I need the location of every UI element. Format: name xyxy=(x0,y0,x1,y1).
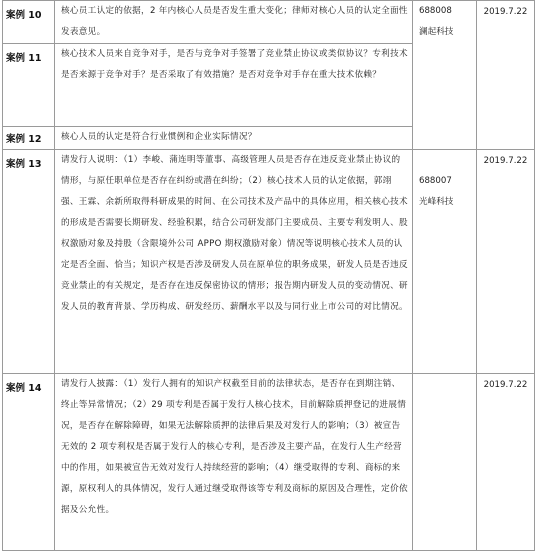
company-name: 光峰科技 xyxy=(419,197,454,207)
case-description: 核心人员的认定是符合行业惯例和企业实际情况？ xyxy=(61,132,257,142)
case-label: 案例 11 xyxy=(6,53,42,64)
stock-code-cell xyxy=(413,1,477,150)
case-label: 案例 12 xyxy=(6,134,42,145)
case-description-cell xyxy=(55,374,413,551)
case-label-cell xyxy=(3,127,55,150)
case-label-cell xyxy=(3,1,55,44)
case-description-cell xyxy=(55,44,413,127)
stock-code-cell xyxy=(413,150,477,374)
case-description: 核心员工认定的依据，2 年内核心人员是否发生重大变化；律师对核心人员的认定全面性发表意见。 xyxy=(61,6,408,37)
case-label-cell xyxy=(3,44,55,127)
case-label: 案例 10 xyxy=(6,10,42,21)
case-label-cell xyxy=(3,150,55,374)
case-description-cell xyxy=(55,150,413,374)
date-cell xyxy=(477,1,535,150)
date-cell xyxy=(477,374,535,551)
inquiry-date: 2019.7.22 xyxy=(483,380,528,390)
table-row-case-14 xyxy=(3,374,535,551)
case-table xyxy=(2,0,535,551)
stock-code-cell xyxy=(413,374,477,551)
company-info xyxy=(413,150,476,213)
date-cell xyxy=(477,150,535,374)
inquiry-date: 2019.7.22 xyxy=(483,7,528,17)
inquiry-date: 2019.7.22 xyxy=(483,156,528,166)
company-info xyxy=(413,1,476,43)
company-name: 澜起科技 xyxy=(419,27,454,37)
case-label: 案例 13 xyxy=(6,159,42,170)
case-description: 核心技术人员来自竞争对手，是否与竞争对手签署了竞业禁止协议或类似协议？专利技术是否来源于竞争对手？是否采取了有效措施？是否对竞争对手存在重大技术依赖？ xyxy=(61,49,408,80)
case-description-cell xyxy=(55,127,413,150)
table-row-case-13 xyxy=(3,150,535,374)
stock-code: 688008 xyxy=(419,6,452,16)
case-description: 请发行人说明：（1）李峻、蒲连明等董事、高级管理人员是否存在违反竞业禁止协议的情形，与原任职单位是否存在纠纷或潜在纠纷；（2）核心技术人员的认定依据，郭翊强、王霖、余新所取得科研成果的时间、在公司技术及产品中的具体应用，相关核心技术的形成是否需要长期研发、经验积累，结合公司研发部门主要成员、主要专利发明人、股权激励对象及持股（含限境外公司 APPO 期权激励对象）情况等说明核心技术人员的认定是否全面、恰当；知识产权是否涉及研发人员在原单位的职务成果，研发人员是否违反竞业禁止的有关规定，是否存在违反保密协议的情形；报告期内研发人员的变动情况、研发人员的教育背景、学历构成、研发经历、薪酬水平以及与同行业上市公司的对比情况。 xyxy=(61,155,408,312)
table-row-case-10 xyxy=(3,1,535,44)
stock-code: 688007 xyxy=(419,176,452,186)
case-description-cell xyxy=(55,1,413,44)
case-description: 请发行人披露：（1）发行人拥有的知识产权截至目前的法律状态，是否存在到期注销、终止等异常情况；（2）29 项专利是否属于发行人核心技术，目前解除质押登记的进展情况，是否存在解除障碍，如果无法解除质押的法律后果及对发行人的影响；（3）被宣告无效的 2 项专利权是否属于发行人的核心专利，是否涉及主要产品，在发行人生产经营中的作用，如果被宣告无效对发行人持续经营的影响；（4）继受取得的专利、商标的来源，原权利人的具体情况，发行人通过继受取得该等专利及商标的原因及合理性，定价依据及公允性。 xyxy=(61,379,408,515)
case-label: 案例 14 xyxy=(6,383,42,394)
case-label-cell xyxy=(3,374,55,551)
